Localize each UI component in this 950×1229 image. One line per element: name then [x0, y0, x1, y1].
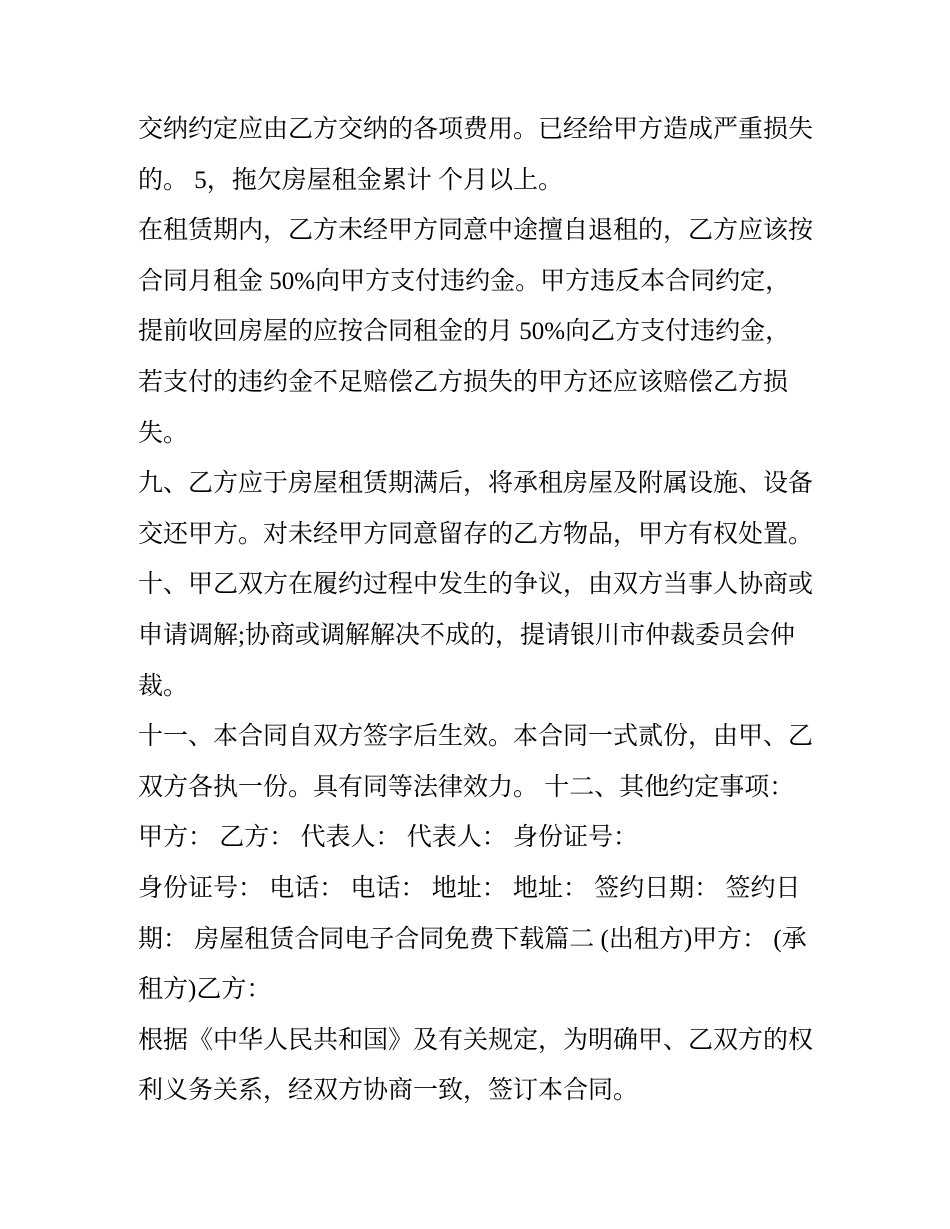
document-line: 甲方： 乙方： 代表人： 代表人： 身份证号： [138, 824, 639, 852]
document-line: 期： 房屋租赁合同电子合同免费下载篇二 (出租方)甲方： (承 [138, 925, 807, 953]
document-line: 根据《中华人民共和国》及有关规定，为明确甲、乙双方的权 [138, 1026, 814, 1054]
document-line: 提前收回房屋的应按合同租金的月 50%向乙方支付违约金， [138, 318, 791, 346]
document-line: 十、甲乙双方在履约过程中发生的争议，由双方当事人协商或 [138, 571, 814, 599]
document-line: 若支付的违约金不足赔偿乙方损失的甲方还应该赔偿乙方损 [138, 368, 789, 396]
document-line: 在租赁期内，乙方未经甲方同意中途擅自退租的，乙方应该按 [138, 217, 814, 245]
document-line: 合同月租金 50%向甲方支付违约金。甲方违反本合同约定， [138, 267, 791, 295]
document-line: 租方)乙方： [138, 976, 272, 1004]
document-line: 的。 5，拖欠房屋租金累计 个月以上。 [138, 166, 564, 194]
document-line: 十一、本合同自双方签字后生效。本合同一式贰份，由甲、乙 [138, 723, 814, 751]
document-line: 身份证号： 电话： 电话： 地址： 地址： 签约日期： 签约日 [138, 874, 801, 902]
document-text-block [138, 105, 858, 1117]
document-line: 交还甲方。对未经甲方同意留存的乙方物品，甲方有权处置。 [138, 520, 814, 548]
document-line: 九、乙方应于房屋租赁期满后，将承租房屋及附属设施、设备 [138, 470, 814, 498]
document-line: 裁。 [138, 672, 189, 700]
document-line: 双方各执一份。具有同等法律效力。 十二、其他约定事项： [138, 773, 795, 801]
document-line: 交纳约定应由乙方交纳的各项费用。已经给甲方造成严重损失 [138, 116, 814, 143]
document-line: 利义务关系，经双方协商一致，签订本合同。 [138, 1077, 639, 1105]
document-line: 失。 [138, 419, 189, 447]
document-line: 申请调解;协商或调解解决不成的，提请银川市仲裁委员会仲 [138, 621, 795, 649]
